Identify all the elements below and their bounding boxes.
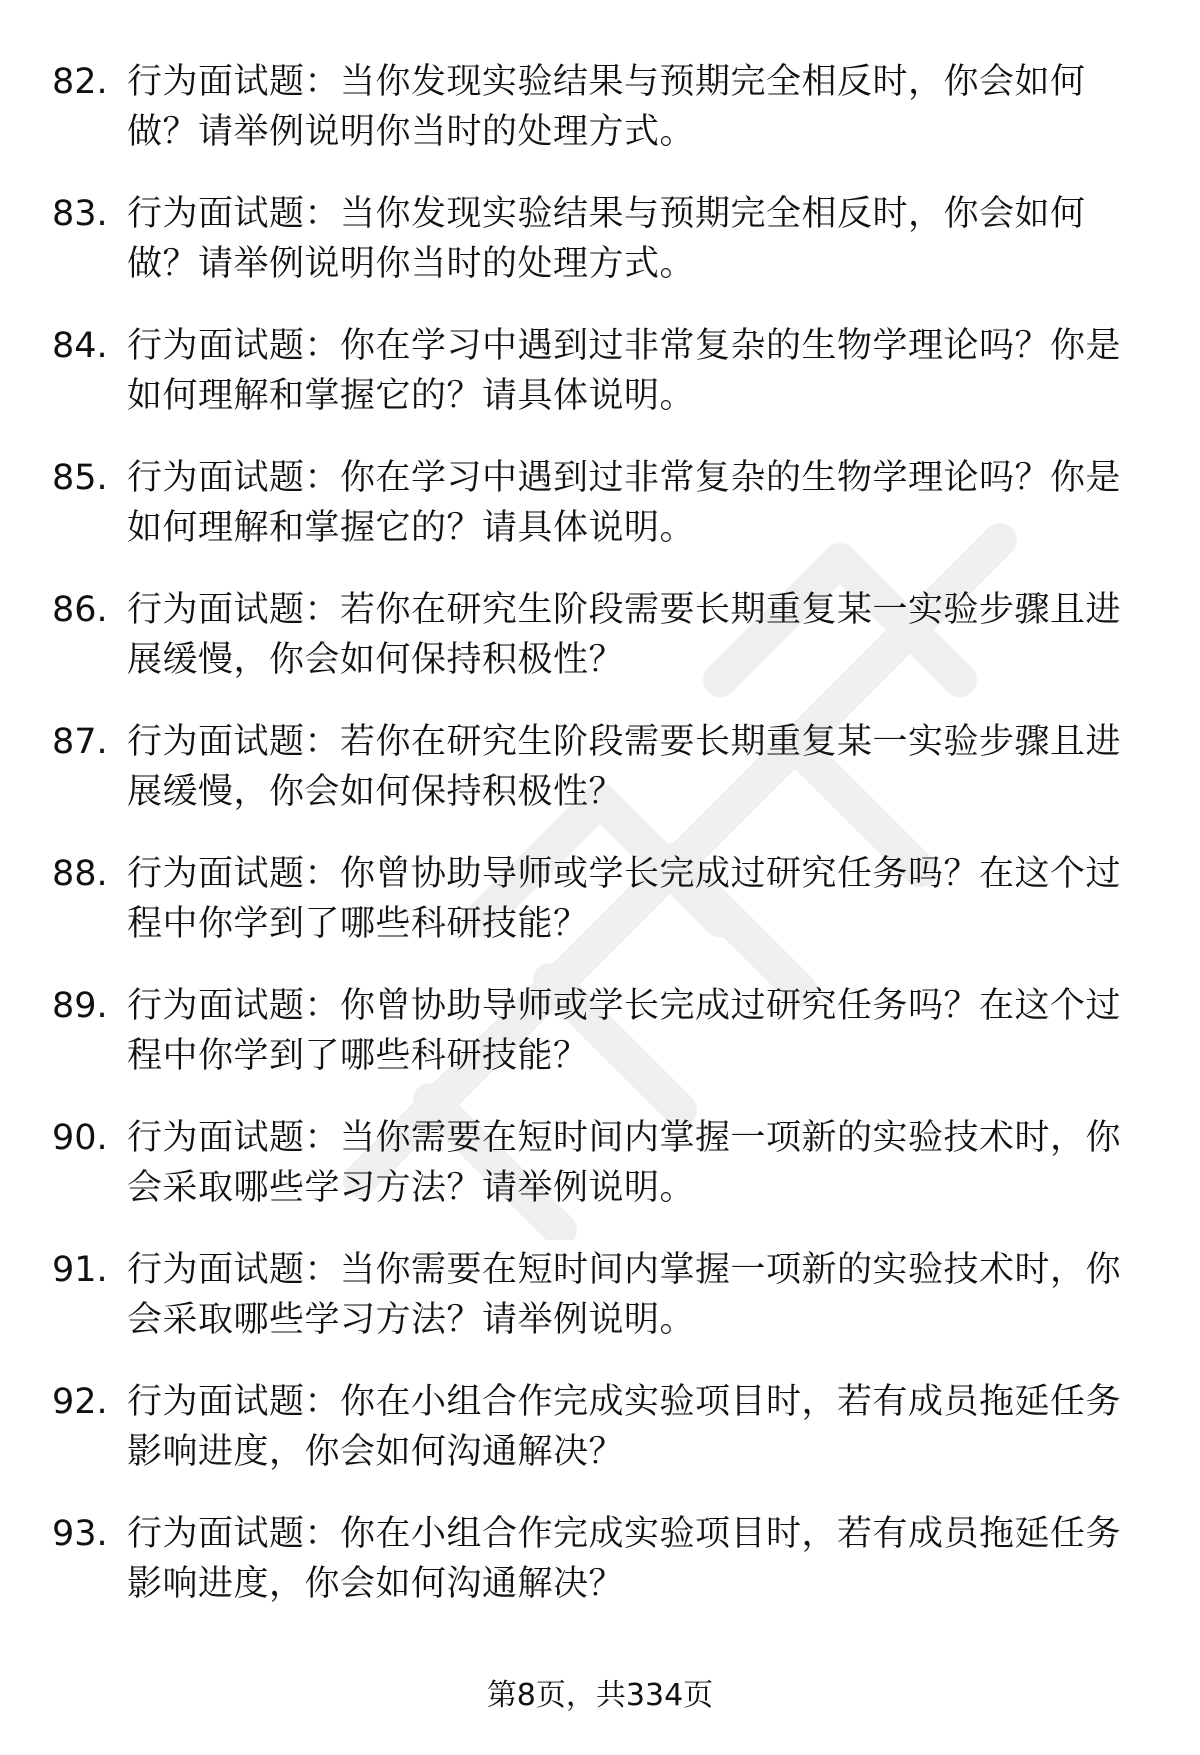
question-number: 83. bbox=[52, 194, 108, 234]
question-number: 89. bbox=[52, 986, 108, 1026]
list-item bbox=[0, 717, 1200, 849]
question-number: 88. bbox=[52, 854, 108, 894]
question-number: 82. bbox=[52, 62, 108, 102]
list-item bbox=[0, 849, 1200, 981]
list-item bbox=[0, 453, 1200, 585]
list-item bbox=[0, 321, 1200, 453]
question-number: 87. bbox=[52, 722, 108, 762]
question-text: 行为面试题：若你在研究生阶段需要长期重复某一实验步骤且进展缓慢，你会如何保持积极性？ bbox=[127, 590, 1122, 680]
list-item bbox=[0, 57, 1200, 189]
question-text: 行为面试题：若你在研究生阶段需要长期重复某一实验步骤且进展缓慢，你会如何保持积极性？ bbox=[127, 722, 1122, 812]
question-text: 行为面试题：当你发现实验结果与预期完全相反时，你会如何做？请举例说明你当时的处理方式。 bbox=[127, 194, 1086, 284]
question-text: 行为面试题：当你需要在短时间内掌握一项新的实验技术时，你会采取哪些学习方法？请举例说明。 bbox=[127, 1118, 1122, 1208]
question-number: 91. bbox=[52, 1250, 108, 1290]
list-item bbox=[0, 189, 1200, 321]
question-number: 93. bbox=[52, 1514, 108, 1554]
page-footer: 第8页，共334页 bbox=[486, 1678, 714, 1713]
list-item bbox=[0, 981, 1200, 1113]
question-text: 行为面试题：你曾协助导师或学长完成过研究任务吗？在这个过程中你学到了哪些科研技能？ bbox=[127, 986, 1122, 1076]
list-item bbox=[0, 585, 1200, 717]
question-number: 84. bbox=[52, 326, 108, 366]
question-text: 行为面试题：你在学习中遇到过非常复杂的生物学理论吗？你是如何理解和掌握它的？请具体说明。 bbox=[127, 326, 1122, 416]
list-item bbox=[0, 1245, 1200, 1377]
question-number: 90. bbox=[52, 1118, 108, 1158]
question-number: 86. bbox=[52, 590, 108, 630]
question-text: 行为面试题：你曾协助导师或学长完成过研究任务吗？在这个过程中你学到了哪些科研技能？ bbox=[127, 854, 1122, 944]
list-item bbox=[0, 1377, 1200, 1509]
list-item bbox=[0, 1509, 1200, 1641]
question-number: 92. bbox=[52, 1382, 108, 1422]
question-text: 行为面试题：当你发现实验结果与预期完全相反时，你会如何做？请举例说明你当时的处理方式。 bbox=[127, 62, 1086, 152]
question-number: 85. bbox=[52, 458, 108, 498]
question-list bbox=[0, 57, 1200, 1641]
question-text: 行为面试题：你在学习中遇到过非常复杂的生物学理论吗？你是如何理解和掌握它的？请具体说明。 bbox=[127, 458, 1122, 548]
question-text: 行为面试题：你在小组合作完成实验项目时，若有成员拖延任务影响进度，你会如何沟通解决？ bbox=[127, 1382, 1122, 1472]
list-item bbox=[0, 1113, 1200, 1245]
question-text: 行为面试题：当你需要在短时间内掌握一项新的实验技术时，你会采取哪些学习方法？请举例说明。 bbox=[127, 1250, 1122, 1340]
question-text: 行为面试题：你在小组合作完成实验项目时，若有成员拖延任务影响进度，你会如何沟通解决？ bbox=[127, 1514, 1122, 1604]
